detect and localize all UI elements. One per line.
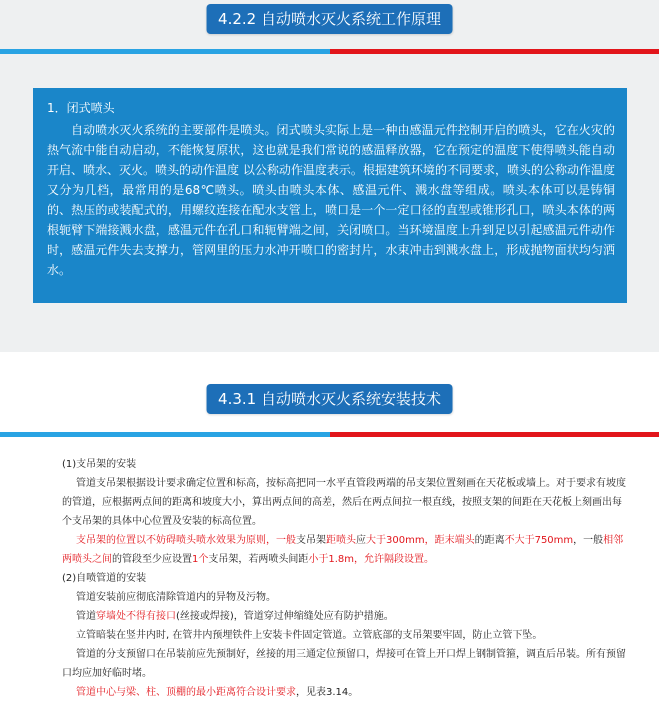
- text: 的距离: [474, 535, 505, 546]
- red-text: 大于300mm，距末端头: [366, 535, 475, 546]
- text: (丝接或焊接)，管道穿过伸缩缝处应有防护措施。: [176, 611, 394, 622]
- divider-bar: [0, 432, 659, 437]
- pipe-clean-paragraph: 管道安装前应彻底清除管道内的异物及污物。: [76, 592, 276, 603]
- divider-blue: [0, 49, 330, 54]
- red-text: 距喷头: [326, 535, 356, 546]
- text: 管道: [76, 611, 96, 622]
- branch-paragraph: 管道的分支预留口在吊装前应先预制好，丝接的用三通定位预留口，焊接可在管上开口焊上钢制管箍，调直后吊装。所有预留口均应加好临时堵。: [62, 649, 626, 679]
- hanger-heading: (1)支吊架的安装: [62, 459, 137, 470]
- section-title-4-2-2: 4.2.2 自动喷水灭火系统工作原理: [206, 4, 453, 34]
- red-text: 1个: [192, 554, 209, 565]
- text: 支吊架，若两喷头间距: [208, 554, 309, 565]
- installation-text: [62, 455, 627, 702]
- red-text: 支吊架的位置以不妨碍喷头喷水效果为原则，一般: [76, 535, 296, 546]
- red-text: 不大于750mm: [504, 535, 574, 546]
- red-text: 小于1.8m，允许隔段设置。: [308, 554, 435, 565]
- red-text: 管道中心与梁、柱、顶棚的最小距离符合设计要求: [76, 687, 296, 698]
- red-text: 穿墙处不得有接口: [96, 611, 176, 622]
- text: 应: [356, 535, 366, 546]
- section-title-4-3-1: 4.3.1 自动喷水灭火系统安装技术: [206, 384, 453, 414]
- divider-red: [330, 49, 659, 54]
- text: ，见表3.14。: [296, 687, 359, 698]
- red-text: 相邻两喷头之间: [62, 535, 624, 565]
- hanger-paragraph: 管道支吊架根据设计要求确定位置和标高，按标高把同一水平直管段两端的吊支架位置刻画在天花板或墙上。对于要求有坡度的管道，应根据两点间的距离和坡度大小，算出两点间的高差，然后在两点间拉一根直线，按照支架的间距在天花板上刻画出每个支吊架的具体中心位置及安装的标高位置。: [62, 478, 626, 527]
- riser-paragraph: 立管暗装在竖井内时, 在管井内预埋铁件上安装卡件固定管道。立管底部的支吊架要牢固，防止立管下坠。: [76, 630, 543, 641]
- text: 支吊架: [296, 535, 326, 546]
- pipe-wall-paragraph: [62, 607, 627, 626]
- text: 的管段至少应设置: [112, 554, 192, 565]
- clearance-paragraph: [62, 683, 627, 702]
- section-working-principle: [0, 0, 659, 352]
- closed-sprinkler-heading: 1．闭式喷头: [47, 101, 115, 115]
- text: ，一般: [573, 535, 604, 546]
- divider-bar: [0, 49, 659, 54]
- pipe-heading: (2)自喷管道的安装: [62, 573, 147, 584]
- divider-blue: [0, 432, 330, 437]
- closed-sprinkler-text: 自动喷水灭火系统的主要部件是喷头。闭式喷头实际上是一种由感温元件控制开启的喷头，它在火灾的热气流中能自动启动，不能恢复原状，这也就是我们常说的感温释放器，它在预定的温度下使得喷头能自动开启、喷水、灭火。喷头的动作温度 以公称动作温度表示。根据建筑环境的不同要求，喷头的公称动作温度又分为几档，最常用的是68℃喷头。喷头由喷头本体、感温元件、溅水盘等组成。喷头本体可以是铸铜的、热压的或装配式的，用螺纹连接在配水支管上，喷口是一个一定口径的直型或锥形孔口，喷头本体的两根轭臂下端接溅水盘，感温元件在孔口和轭臂端之间，关闭喷口。当环境温度上升到足以引起感温元件动作时，感温元件失去支撑力，管网里的压力水冲开喷口的密封片，水束冲击到溅水盘上，形成抛物面状均匀洒水。: [47, 123, 616, 277]
- hanger-spacing-paragraph: [62, 531, 627, 569]
- closed-sprinkler-box: [33, 88, 627, 303]
- divider-red: [330, 432, 659, 437]
